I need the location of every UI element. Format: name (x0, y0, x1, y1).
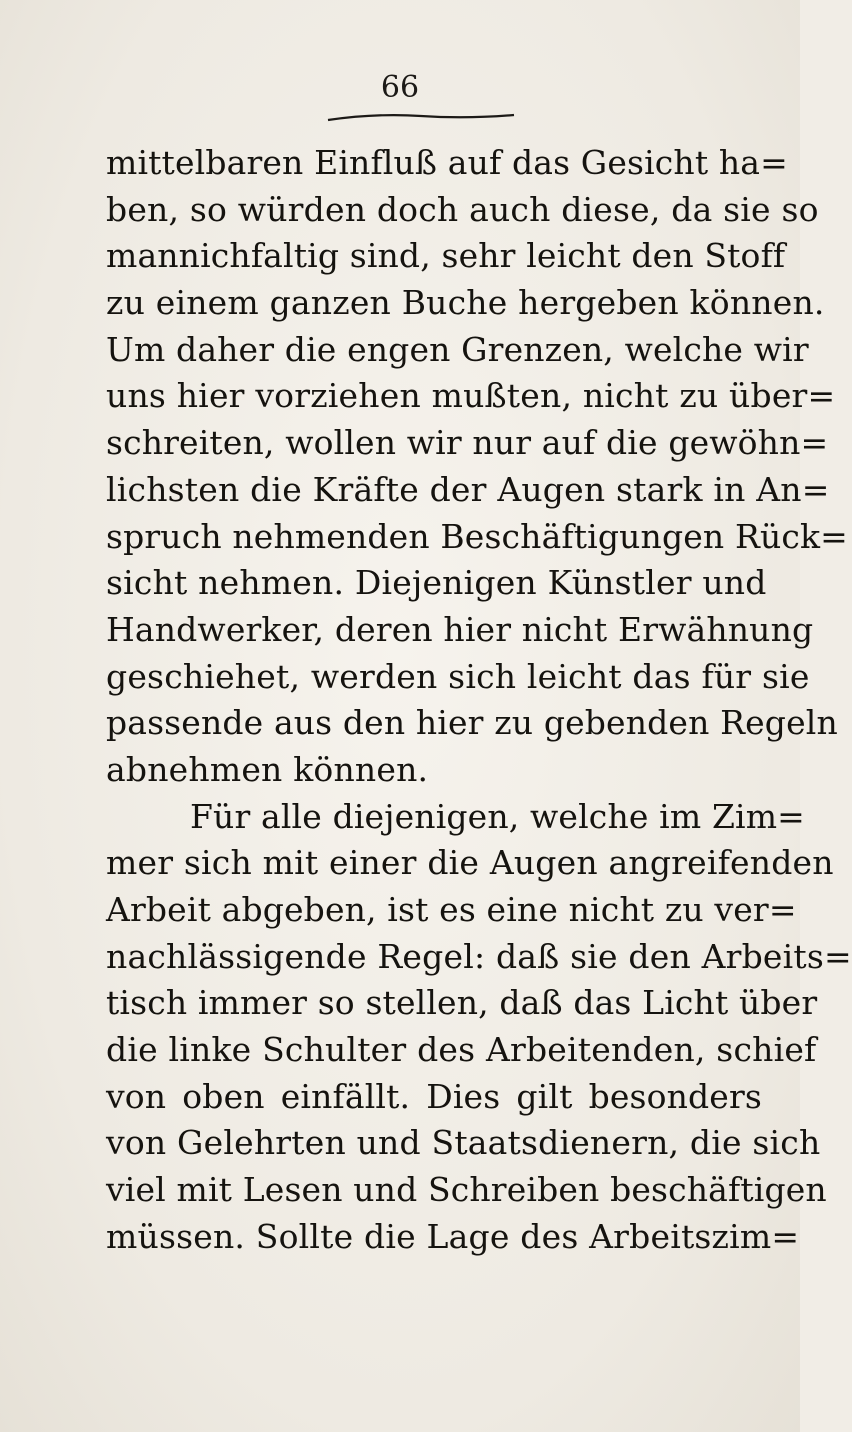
text-line: lichsten die Kräfte der Augen stark in An= (106, 469, 830, 509)
text-line: Handwerker, deren hier nicht Erwähnung (106, 609, 814, 649)
text-line: von Gelehrten und Staatsdienern, die sich (106, 1123, 821, 1163)
page-number: 66 (380, 70, 420, 105)
text-line: schreiten, wollen wir nur auf die gewöhn= (106, 423, 829, 463)
text-line: uns hier vorziehen mußten, nicht zu über= (106, 376, 836, 416)
text-line: abnehmen können. (106, 749, 429, 789)
text-line: zu einem ganzen Buche hergeben können. (106, 283, 825, 323)
paragraph-start-line: Für alle diejenigen, welche im Zim= (190, 796, 805, 836)
text-line: sicht nehmen. Diejenigen Künstler und (106, 563, 767, 603)
header-ornament-rule (326, 112, 516, 128)
text-line: tisch immer so stellen, daß das Licht über (106, 983, 818, 1023)
text-line: mannichfaltig sind, sehr leicht den Stoff (106, 236, 786, 276)
text-line: von oben einfällt. Dies gilt besonders (106, 1076, 762, 1116)
text-line: Um daher die engen Grenzen, welche wir (106, 329, 809, 369)
text-line: geschiehet, werden sich leicht das für sie (106, 656, 810, 696)
text-line: müssen. Sollte die Lage des Arbeitszim= (106, 1216, 800, 1256)
text-line: ben, so würden doch auch diese, da sie so (106, 189, 819, 229)
text-line: die linke Schulter des Arbeitenden, schief (106, 1030, 817, 1070)
text-line: Arbeit abgeben, ist es eine nicht zu ver= (106, 890, 797, 929)
text-line: passende aus den hier zu gebenden Regeln (106, 703, 838, 743)
text-line: mittelbaren Einfluß auf das Gesicht ha= (106, 143, 788, 182)
body-text (106, 140, 852, 1261)
text-line: nachlässigende Regel: daß sie den Arbeits= (106, 936, 852, 976)
text-line: mer sich mit einer die Augen angreifenden (106, 843, 834, 883)
text-line: viel mit Lesen und Schreiben beschäftigen (106, 1170, 827, 1210)
text-line: spruch nehmenden Beschäftigungen Rück= (106, 516, 848, 556)
